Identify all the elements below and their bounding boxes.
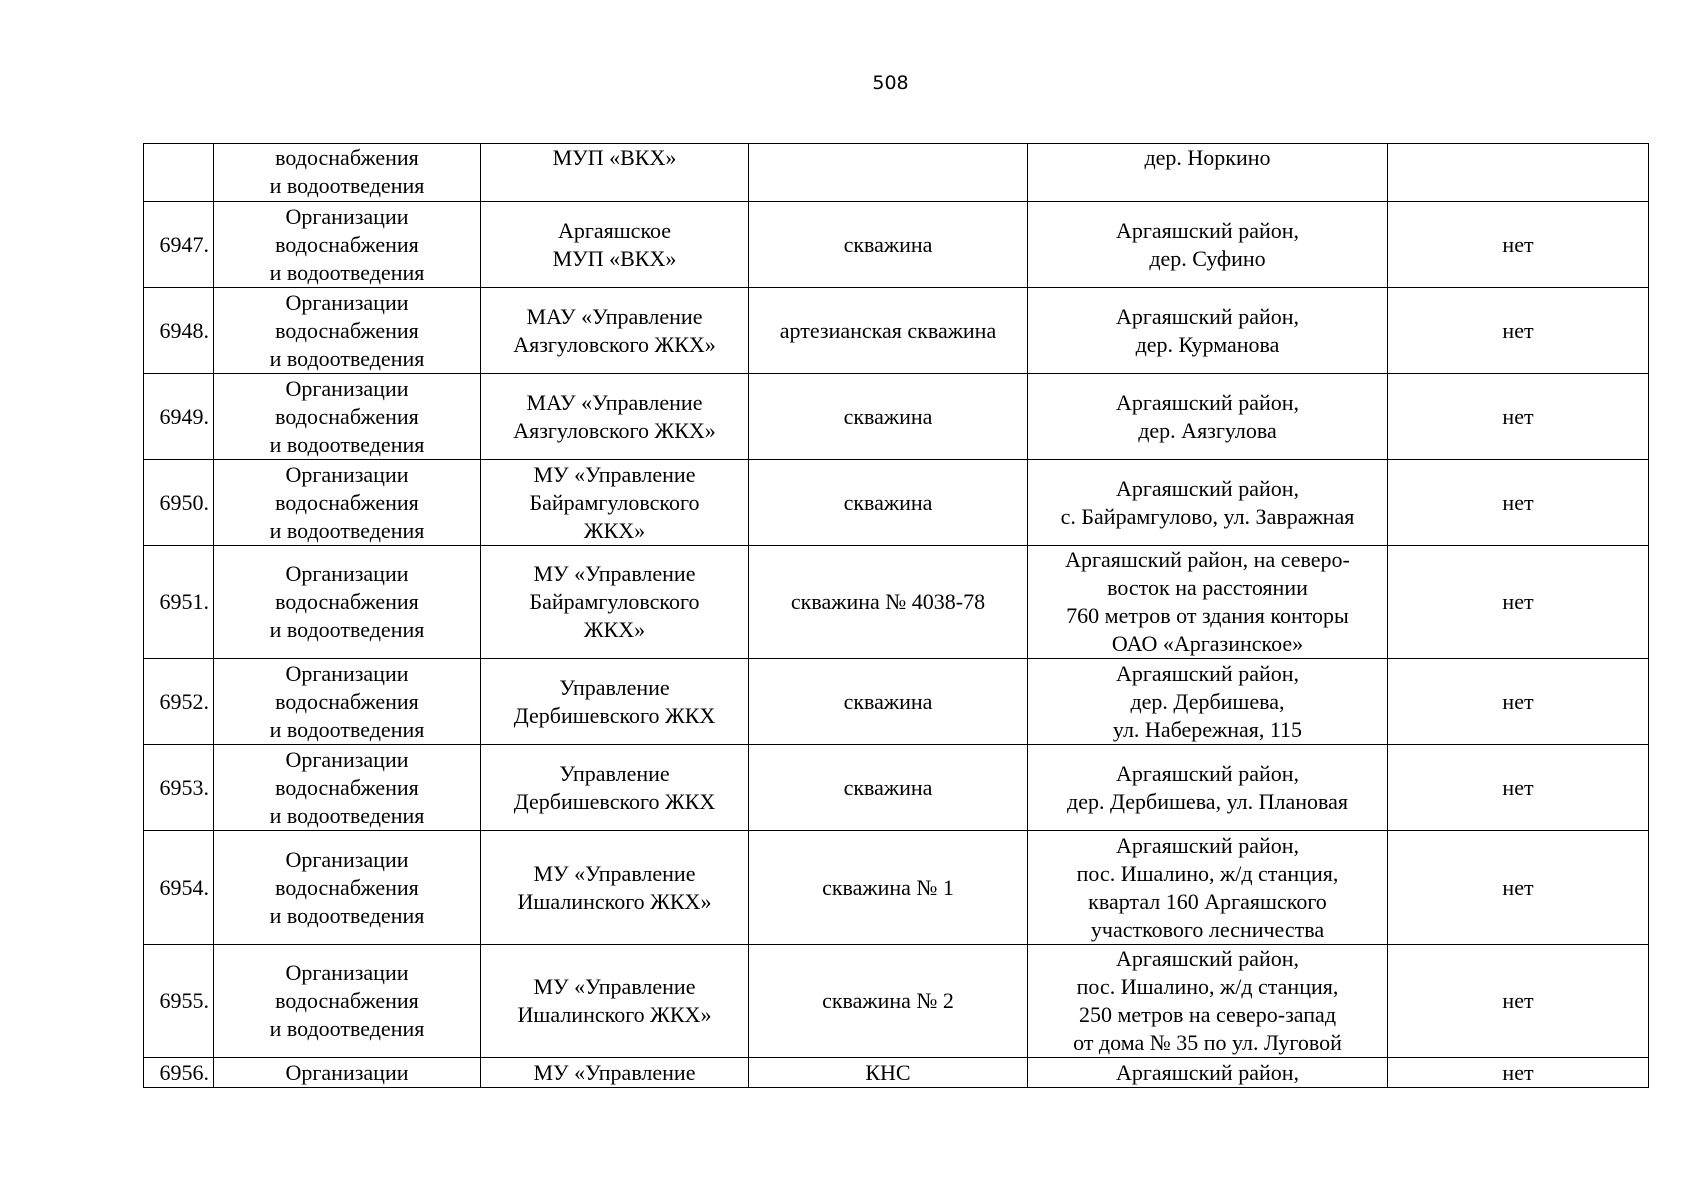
page-number: 508 [872, 72, 909, 94]
value-cell: нет [1388, 945, 1649, 1058]
object-cell: скважина № 2 [749, 945, 1028, 1058]
value-cell: нет [1388, 659, 1649, 745]
table-row [144, 202, 1649, 288]
address-cell: Аргаяшский район, [1028, 1058, 1388, 1088]
organization-cell: МАУ «Управление Аязгуловского ЖКХ» [481, 288, 749, 374]
row-number: 6953. [144, 745, 214, 831]
organization-cell: Управление Дербишевского ЖКХ [481, 745, 749, 831]
object-cell: скважина [749, 202, 1028, 288]
address-cell: Аргаяшский район, дер. Аязгулова [1028, 374, 1388, 460]
category-cell: Организации водоснабжения и водоотведения [214, 288, 481, 374]
organization-cell: МАУ «Управление Аязгуловского ЖКХ» [481, 374, 749, 460]
row-number: 6949. [144, 374, 214, 460]
category-cell: Организации водоснабжения и водоотведения [214, 945, 481, 1058]
category-cell: Организации водоснабжения и водоотведения [214, 831, 481, 945]
row-number: 6951. [144, 546, 214, 659]
organization-cell: МУ «Управление Байрамгуловского ЖКХ» [481, 460, 749, 546]
row-number: 6947. [144, 202, 214, 288]
object-cell [749, 144, 1028, 202]
category-cell: Организации водоснабжения и водоотведения [214, 745, 481, 831]
address-cell: дер. Норкино [1028, 144, 1388, 202]
row-number: 6956. [144, 1058, 214, 1088]
value-cell: нет [1388, 202, 1649, 288]
object-cell: скважина [749, 460, 1028, 546]
value-cell [1388, 144, 1649, 202]
value-cell: нет [1388, 460, 1649, 546]
address-cell: Аргаяшский район, пос. Ишалино, ж/д станция, квартал 160 Аргаяшского участкового лесничества [1028, 831, 1388, 945]
category-cell: Организации водоснабжения и водоотведения [214, 659, 481, 745]
organization-cell: МУ «Управление Ишалинского ЖКХ» [481, 945, 749, 1058]
object-cell: скважина № 4038-78 [749, 546, 1028, 659]
row-number: 6950. [144, 460, 214, 546]
category-cell: водоснабжения и водоотведения [214, 144, 481, 202]
value-cell: нет [1388, 745, 1649, 831]
object-cell: скважина [749, 745, 1028, 831]
address-cell: Аргаяшский район, на северо- восток на расстоянии 760 метров от здания конторы ОАО «Аргазинское» [1028, 546, 1388, 659]
value-cell: нет [1388, 831, 1649, 945]
object-cell: скважина [749, 659, 1028, 745]
table-row [144, 460, 1649, 546]
address-cell: Аргаяшский район, дер. Дербишева, ул. Набережная, 115 [1028, 659, 1388, 745]
registry-table [143, 143, 1649, 1088]
table-row [144, 659, 1649, 745]
organization-cell: МУ «Управление Байрамгуловского ЖКХ» [481, 546, 749, 659]
object-cell: скважина № 1 [749, 831, 1028, 945]
address-cell: Аргаяшский район, дер. Дербишева, ул. Плановая [1028, 745, 1388, 831]
organization-cell: Управление Дербишевского ЖКХ [481, 659, 749, 745]
organization-cell: МУП «ВКХ» [481, 144, 749, 202]
organization-cell: Аргаяшское МУП «ВКХ» [481, 202, 749, 288]
table-row [144, 374, 1649, 460]
table-row [144, 831, 1649, 945]
table-row [144, 546, 1649, 659]
category-cell: Организации водоснабжения и водоотведения [214, 202, 481, 288]
object-cell: КНС [749, 1058, 1028, 1088]
address-cell: Аргаяшский район, дер. Курманова [1028, 288, 1388, 374]
organization-cell: МУ «Управление Ишалинского ЖКХ» [481, 831, 749, 945]
address-cell: Аргаяшский район, пос. Ишалино, ж/д станция, 250 метров на северо-запад от дома № 35 по ул. Луговой [1028, 945, 1388, 1058]
object-cell: артезианская скважина [749, 288, 1028, 374]
row-number: 6952. [144, 659, 214, 745]
value-cell: нет [1388, 374, 1649, 460]
row-number: 6948. [144, 288, 214, 374]
category-cell: Организации водоснабжения и водоотведения [214, 546, 481, 659]
address-cell: Аргаяшский район, с. Байрамгулово, ул. Завражная [1028, 460, 1388, 546]
category-cell: Организации водоснабжения и водоотведения [214, 374, 481, 460]
row-number: 6955. [144, 945, 214, 1058]
table-row [144, 288, 1649, 374]
value-cell: нет [1388, 1058, 1649, 1088]
table-row [144, 745, 1649, 831]
value-cell: нет [1388, 288, 1649, 374]
value-cell: нет [1388, 546, 1649, 659]
row-number [144, 144, 214, 202]
category-cell: Организации водоснабжения и водоотведения [214, 460, 481, 546]
object-cell: скважина [749, 374, 1028, 460]
table-row [144, 144, 1649, 202]
table-row [144, 1058, 1649, 1088]
row-number: 6954. [144, 831, 214, 945]
organization-cell: МУ «Управление [481, 1058, 749, 1088]
address-cell: Аргаяшский район, дер. Суфино [1028, 202, 1388, 288]
table-row [144, 945, 1649, 1058]
category-cell: Организации [214, 1058, 481, 1088]
